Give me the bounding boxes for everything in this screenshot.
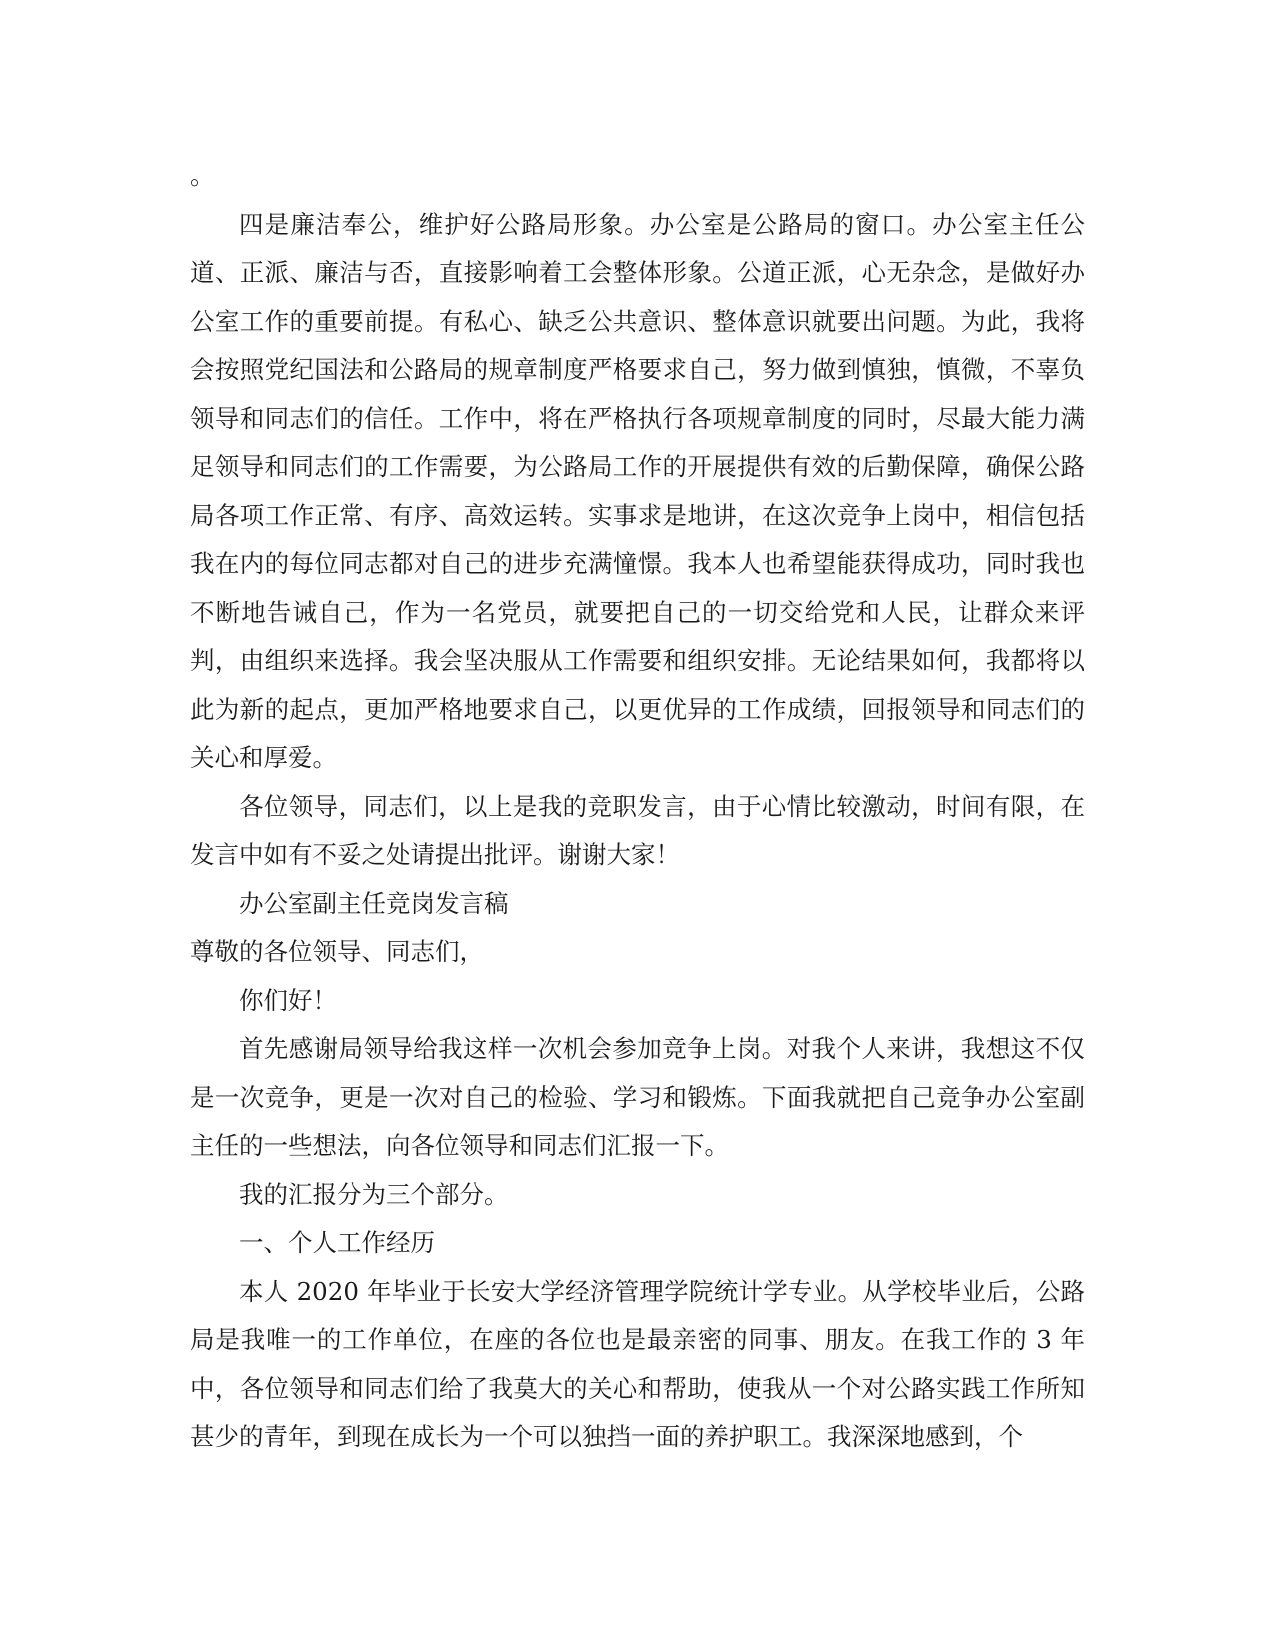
salutation: 尊敬的各位领导、同志们， — [190, 937, 484, 966]
paragraph-work-history: 本人 2020 年毕业于长安大学经济管理学院统计学专业。从学校毕业后，公路局是我唯一的工作单位，在座的各位也是最亲密的同事、朋友。在我工作的 3 年中，各位领导和同志们给了我莫大的关心和帮助，使我从一个对公路实践工作所知甚少的青年，到现在成长为一个可以独挡一面的养护职工。我深深地感到，个 — [190, 1276, 1085, 1451]
paragraph-intro: 首先感谢局领导给我这样一次机会参加竞争上岗。对我个人来讲，我想这不仅是一次竞争，更是一次对自己的检验、学习和锻炼。下面我就把自己竞争办公室副主任的一些想法，向各位领导和同志们汇报一下。 — [190, 1034, 1085, 1160]
document-body — [190, 152, 1085, 1462]
paragraph-integrity: 四是廉洁奉公，维护好公路局形象。办公室是公路局的窗口。办公室主任公道、正派、廉洁与否，直接影响着工会整体形象。公道正派，心无杂念，是做好办公室工作的重要前提。有私心、缺乏公共意识、整体意识就要出问题。为此，我将会按照党纪国法和公路局的规章制度严格要求自己，努力做到慎独，慎微，不辜负领导和同志们的信任。工作中，将在严格执行各项规章制度的同时，尽最大能力满足领导和同志们的工作需要，为公路局工作的开展提供有效的后勤保障，确保公路局各项工作正常、有序、高效运转。实事求是地讲，在这次竞争上岗中，相信包括我在内的每位同志都对自己的进步充满憧憬。我本人也希望能获得成功，同时我也不断地告诫自己，作为一名党员，就要把自己的一切交给党和人民，让群众来评判，由组织来选择。我会坚决服从工作需要和组织安排。无论结果如何，我都将以此为新的起点，更加严格地要求自己，以更优异的工作成绩，回报领导和同志们的关心和厚爱。 — [190, 209, 1085, 772]
paragraph-fragment: 。 — [190, 161, 215, 190]
greeting: 你们好！ — [239, 985, 337, 1015]
paragraph-closing: 各位领导，同志们，以上是我的竞职发言，由于心情比较激动，时间有限，在发言中如有不妥之处请提出批评。谢谢大家！ — [190, 791, 1085, 869]
paragraph-outline: 我的汇报分为三个部分。 — [239, 1179, 509, 1209]
subheading-work-history: 一、个人工作经历 — [239, 1228, 435, 1257]
section-title: 办公室副主任竞岗发言稿 — [239, 888, 509, 918]
